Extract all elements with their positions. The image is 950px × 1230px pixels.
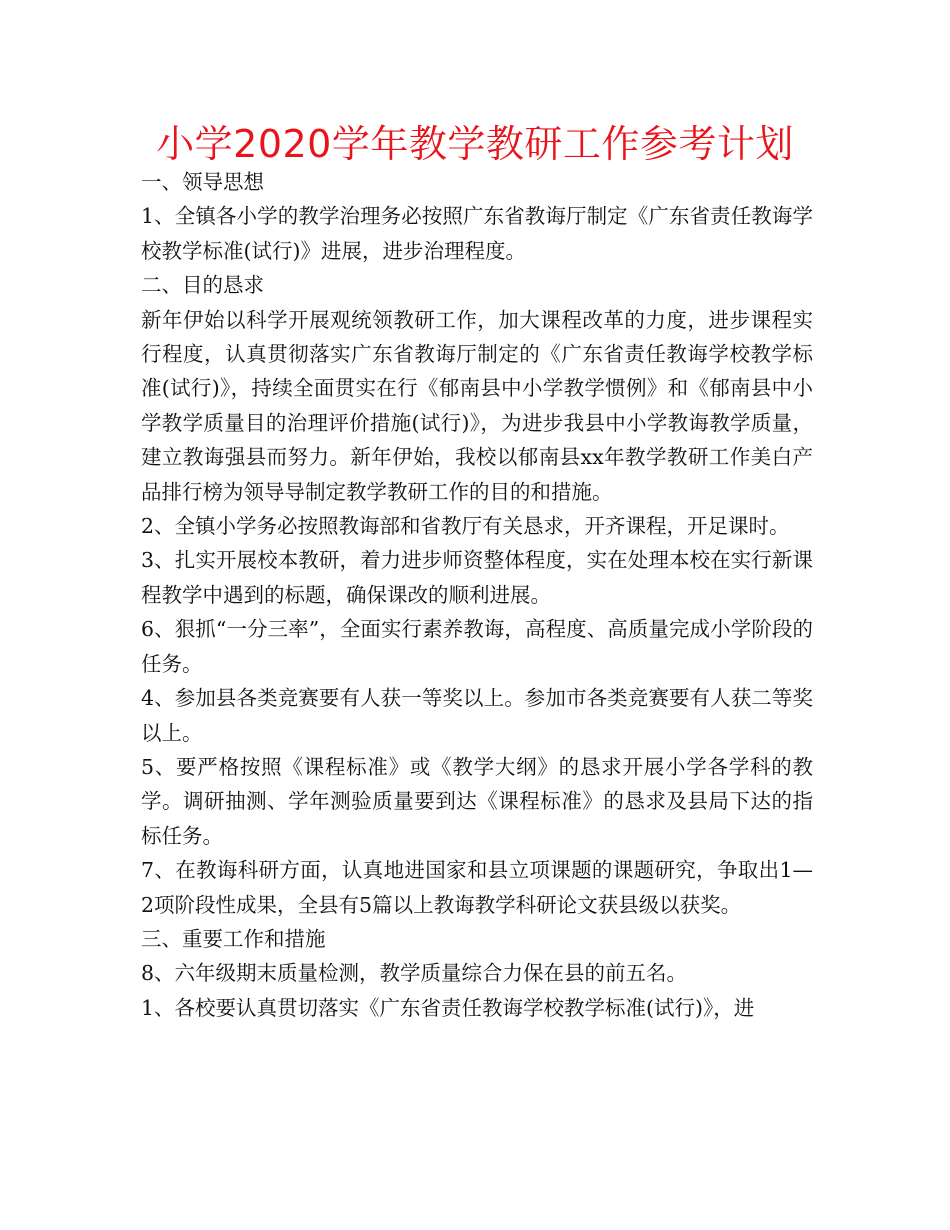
paragraph: 4、参加县各类竞赛要有人获一等奖以上。参加市各类竞赛要有人获二等奖以上。 xyxy=(141,686,813,745)
paragraph: 1、全镇各小学的教学治理务必按照广东省教诲厅制定《广东省责任教诲学校教学标准(试行)》进展，进步治理程度。 xyxy=(141,204,813,263)
paragraph-heading-3: 三、重要工作和措施 xyxy=(141,926,326,951)
paragraph-heading-2: 二、目的恳求 xyxy=(141,273,264,298)
paragraph: 新年伊始以科学开展观统领教研工作，加大课程改革的力度，进步课程实行程度，认真贯彻落实广东省教诲厅制定的《广东省责任教诲学校教学标准(试行)》，持续全面贯实在行《郁南县中小学教学惯例》和《郁南县中小学教学质量目的治理评价措施(试行)》，为进步我县中小学教诲教学质量，建立教诲强县而努力。新年伊始，我校以郁南县xx年教学教研工作美白产品排行榜为领导导制定教学教研工作的目的和措施。 xyxy=(141,307,813,504)
paragraph: 2、全镇小学务必按照教诲部和省教厅有关恳求，开齐课程，开足课时。 xyxy=(141,514,790,539)
paragraph-heading-1: 一、领导思想 xyxy=(141,170,264,194)
document-title: 小学2020学年教学教研工作参考计划 xyxy=(156,122,794,166)
paragraph: 8、六年级期末质量检测，教学质量综合力保在县的前五名。 xyxy=(141,961,688,986)
paragraph: 1、各校要认真贯切落实《广东省责任教诲学校教学标准(试行)》，进 xyxy=(141,995,755,1020)
paragraph: 5、要严格按照《课程标准》或《教学大纲》的恳求开展小学各学科的教学。调研抽测、学年测验质量要到达《课程标准》的恳求及县局下达的指标任务。 xyxy=(141,754,813,848)
document-body xyxy=(141,165,813,1025)
paragraph: 3、扎实开展校本教研，着力进步师资整体程度，实在处理本校在实行新课程教学中遇到的标题，确保课改的顺利进展。 xyxy=(141,548,813,607)
paragraph: 6、狠抓“一分三率”，全面实行素养教诲，高程度、高质量完成小学阶段的任务。 xyxy=(141,617,813,676)
paragraph: 7、在教诲科研方面，认真地进国家和县立项课题的课题研究，争取出1—2项阶段性成果，全县有5篇以上教诲教学科研论文获县级以获奖。 xyxy=(141,858,813,917)
